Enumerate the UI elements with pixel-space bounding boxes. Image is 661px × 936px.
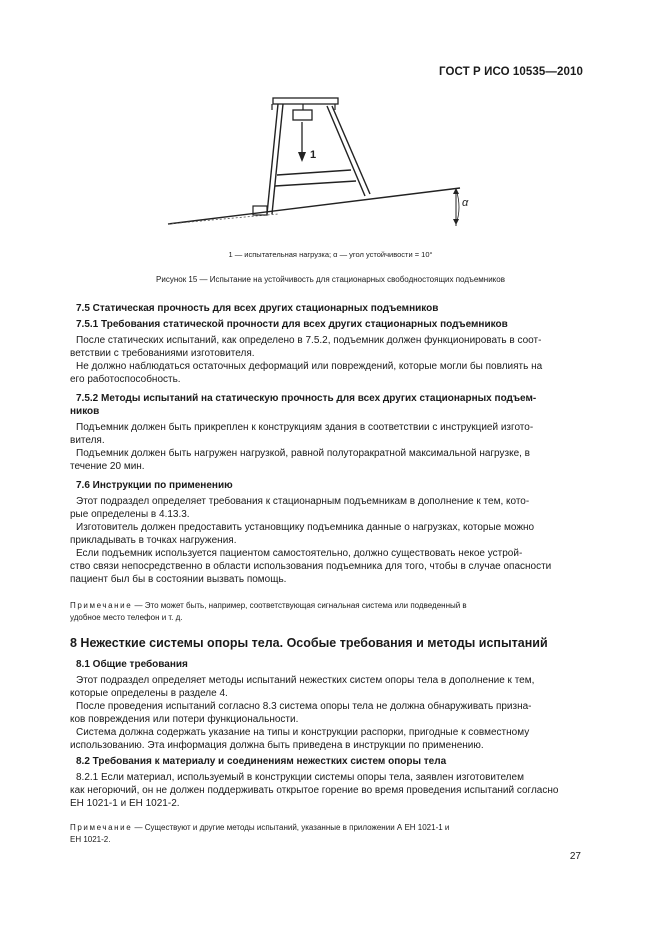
stability-test-figure xyxy=(160,90,490,240)
paragraph-line: После статических испытаний, как определено в 7.5.2, подъемник должен функционировать в соот- xyxy=(76,335,542,346)
paragraph-line: Этот подраздел определяет методы испытаний нежестких систем опоры тела в дополнение к тем, xyxy=(76,675,535,686)
paragraph-line: пациент был бы в состоянии вызвать помощь. xyxy=(70,574,287,585)
paragraph-line: 8.2.1 Если материал, используемый в конструкции системы опоры тела, заявлен изготовителем xyxy=(76,772,524,783)
paragraph-line: которые определены в разделе 4. xyxy=(70,688,228,699)
figure-caption: Рисунок 15 — Испытание на устойчивость для стационарных свободностоящих подъемников xyxy=(156,275,505,284)
paragraph-line: Подъемник должен быть прикреплен к конструкциям здания в соответствии с инструкцией изгото- xyxy=(76,422,534,433)
paragraph-line: течение 20 мин. xyxy=(70,461,145,472)
section-8-1-title: 8.1 Общие требования xyxy=(76,659,188,670)
ground-line xyxy=(168,188,460,224)
section-7-5-title: 7.5 Статическая прочность для всех других стационарных подъемников xyxy=(76,303,439,314)
note-7-6-cont: удобное место телефон и т. д. xyxy=(70,612,183,622)
paragraph-line: ветствии с требованиями изготовителя. xyxy=(70,348,255,359)
paragraph-line: прикладывать в точках нагружения. xyxy=(70,535,237,546)
figure-legend: 1 — испытательная нагрузка; α — угол устойчивости = 10° xyxy=(228,250,433,259)
left-leg-inner xyxy=(272,104,283,214)
paragraph-line: После проведения испытаний согласно 8.3 система опоры тела не должна обнаруживать призна- xyxy=(76,701,532,712)
crossbar-upper xyxy=(277,170,351,175)
load-block xyxy=(293,110,312,120)
note-label: Примечание xyxy=(70,823,133,832)
paragraph-line: вителя. xyxy=(70,435,105,446)
section-7-5-1-title: 7.5.1 Требования статической прочности для всех других стационарных подъемников xyxy=(76,319,508,330)
left-leg-outer xyxy=(267,104,278,214)
paragraph-line: Если подъемник используется пациентом самостоятельно, должно существовать некое устрой- xyxy=(76,548,523,559)
paragraph-line: Не должно наблюдаться остаточных деформаций или повреждений, которые могли бы повлиять на xyxy=(76,361,543,372)
note-label: Примечание xyxy=(70,601,133,610)
top-beam xyxy=(273,98,338,104)
angle-arrow-bottom xyxy=(453,219,459,225)
paragraph-line: использованию. Эта информация должна быть приведена в инструкции по применению. xyxy=(70,740,484,751)
paragraph-line: Система должна содержать указание на типы и конструкции распорки, пригодные к совместному xyxy=(76,727,530,738)
section-7-6-title: 7.6 Инструкции по применению xyxy=(76,480,233,491)
page-header: ГОСТ Р ИСО 10535—2010 xyxy=(438,66,583,78)
section-8-title: 8 Нежесткие системы опоры тела. Особые требования и методы испытаний xyxy=(70,636,548,650)
paragraph-line: Этот подраздел определяет требования к стационарным подъемникам в дополнение к тем, кото- xyxy=(76,496,530,507)
note-7-6 xyxy=(70,600,582,612)
section-7-5-2-title: 7.5.2 Методы испытаний на статическую прочность для всех других стационарных подъем- xyxy=(76,393,537,404)
load-arrow-head xyxy=(298,152,306,162)
paragraph-line: Изготовитель должен предоставить установщику подъемника данные о нагрузках, которые можно xyxy=(76,522,535,533)
note-text: — Это может быть, например, соответствующая сигнальная система или подведенный в xyxy=(132,601,467,610)
paragraph-line: ство связи непосредственно в области использования подъемника для того, чтобы в случае опасности xyxy=(70,561,552,572)
angle-label: α xyxy=(462,197,469,209)
paragraph-line: его работоспособность. xyxy=(70,374,181,385)
section-8-2-title: 8.2 Требования к материалу и соединениям нежестких систем опоры тела xyxy=(76,756,447,767)
note-text: — Существуют и другие методы испытаний, указанные в приложении А ЕН 1021-1 и xyxy=(132,823,450,832)
document-body xyxy=(70,302,582,845)
page-number: 27 xyxy=(569,851,581,862)
note-8-2 xyxy=(70,822,582,834)
paragraph-line: ков повреждения или потери функциональности. xyxy=(70,714,299,725)
load-label: 1 xyxy=(310,149,317,161)
crossbar-lower xyxy=(275,181,356,186)
paragraph-line: Подъемник должен быть нагружен нагрузкой, равной полуторакратной максимальной нагрузке, в xyxy=(76,448,530,459)
paragraph-line: ЕН 1021-1 и ЕН 1021-2. xyxy=(70,798,180,809)
note-8-2-cont: ЕН 1021-2. xyxy=(70,834,111,844)
section-7-5-2-title-cont: ников xyxy=(70,406,100,417)
paragraph-line: как негорючий, он не должен поддерживать открытое горение во время проведения испытаний согласно xyxy=(70,785,559,796)
paragraph-line: рые определены в 4.13.3. xyxy=(70,509,190,520)
